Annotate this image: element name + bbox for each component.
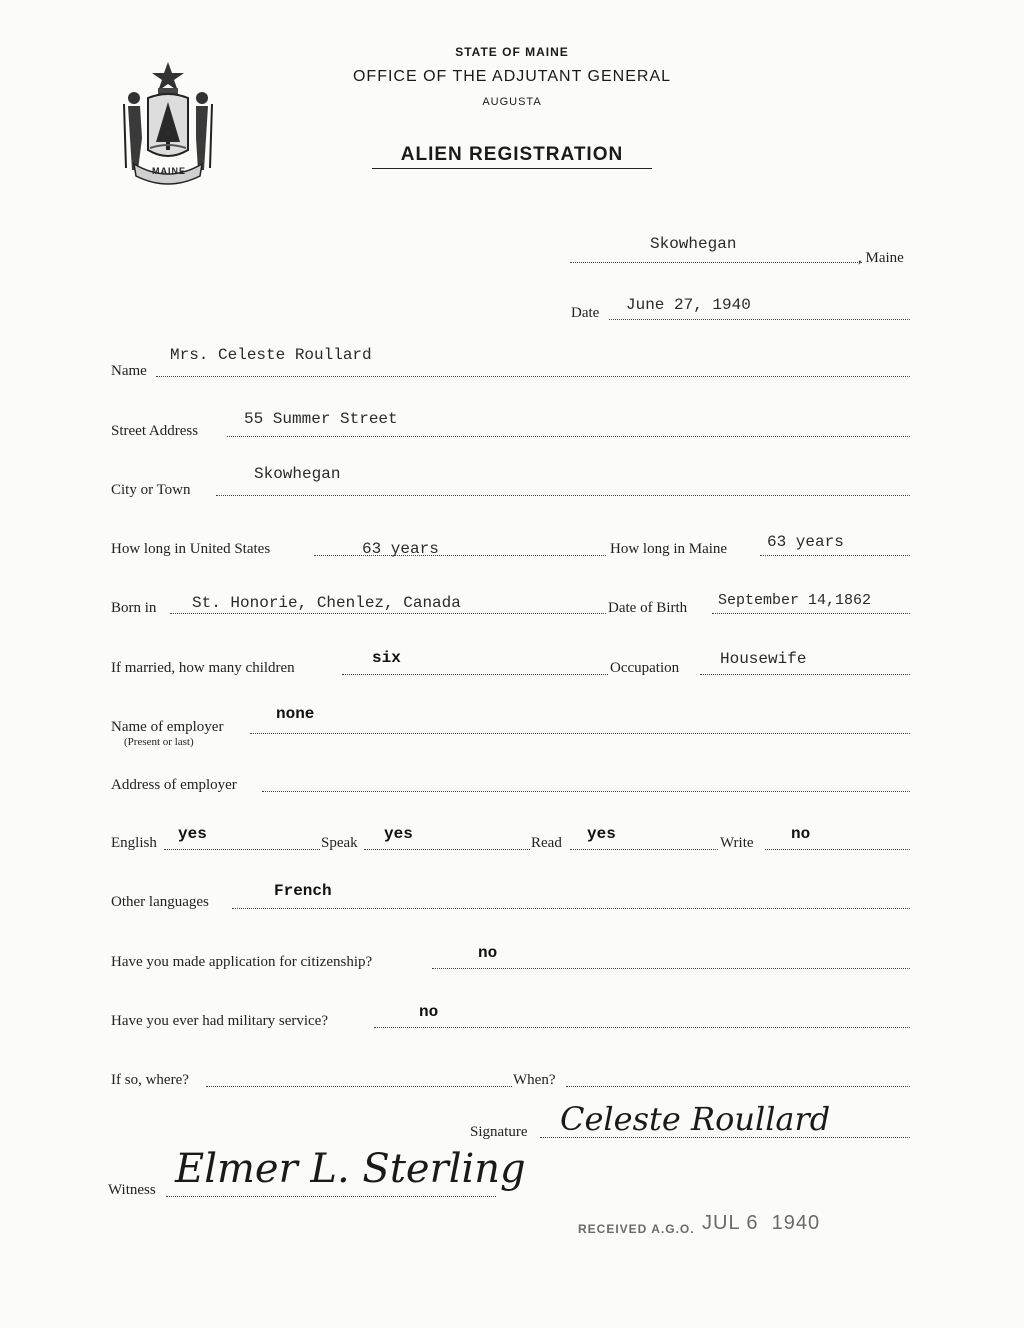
employer-address-label: Address of employer <box>111 777 237 793</box>
english-line <box>164 849 320 850</box>
us-value: 63 years <box>362 540 439 558</box>
dob-label: Date of Birth <box>608 600 688 616</box>
citizenship-value: no <box>478 944 498 962</box>
date-label: Date <box>571 305 600 321</box>
employer-line <box>250 733 910 734</box>
write-label: Write <box>720 835 754 851</box>
employer-address-line <box>262 791 910 792</box>
born-label: Born in <box>111 600 157 616</box>
where-line <box>206 1086 512 1087</box>
city-label: City or Town <box>111 482 191 498</box>
born-line <box>170 613 606 614</box>
speak-label: Speak <box>321 835 358 851</box>
state-heading: STATE OF MAINE <box>455 45 569 59</box>
form-title: ALIEN REGISTRATION <box>400 144 624 165</box>
born-value: St. Honorie, Chenlez, Canada <box>192 594 461 612</box>
location-value: Skowhegan <box>650 235 737 253</box>
signature-line <box>540 1137 910 1138</box>
children-label: If married, how many children <box>111 660 295 676</box>
received-stamp-date: JUL 6 1940 <box>702 1212 821 1234</box>
military-label: Have you ever had military service? <box>111 1013 328 1029</box>
other-languages-value: French <box>274 882 332 900</box>
employer-value: none <box>276 705 315 723</box>
speak-value: yes <box>384 825 413 843</box>
employer-sublabel: (Present or last) <box>124 736 194 748</box>
street-label: Street Address <box>111 423 199 439</box>
other-languages-label: Other languages <box>111 894 209 910</box>
dob-value: September 14,1862 <box>718 592 872 609</box>
read-label: Read <box>531 835 562 851</box>
title-underline <box>372 168 652 169</box>
witness-label: Witness <box>108 1182 156 1198</box>
children-value: six <box>372 649 401 667</box>
location-suffix: , Maine <box>858 250 904 266</box>
when-line <box>566 1086 910 1087</box>
name-line <box>156 376 910 377</box>
occupation-label: Occupation <box>610 660 680 676</box>
signature-value: Celeste Roullard <box>560 1100 831 1138</box>
military-line <box>374 1027 910 1028</box>
us-line <box>314 555 606 556</box>
english-label: English <box>111 835 157 851</box>
write-value: no <box>791 825 811 843</box>
employer-label: Name of employer <box>111 719 224 735</box>
occupation-value: Housewife <box>720 650 807 668</box>
us-label: How long in United States <box>111 541 271 557</box>
english-value: yes <box>178 825 207 843</box>
when-label: When? <box>513 1072 556 1088</box>
citizenship-label: Have you made application for citizenship? <box>111 954 373 970</box>
read-value: yes <box>587 825 616 843</box>
speak-line <box>364 849 530 850</box>
name-label: Name <box>111 363 147 379</box>
seal-banner-text: MAINE <box>152 166 186 176</box>
where-label: If so, where? <box>111 1072 189 1088</box>
other-languages-line <box>232 908 910 909</box>
location-line <box>570 262 862 263</box>
citizenship-line <box>432 968 910 969</box>
city-line <box>216 495 910 496</box>
witness-value: Elmer L. Sterling <box>175 1146 526 1192</box>
write-line <box>765 849 910 850</box>
witness-line <box>166 1196 496 1197</box>
signature-label: Signature <box>470 1124 528 1140</box>
date-line <box>609 319 910 320</box>
maine-label: How long in Maine <box>610 541 728 557</box>
city-value: Skowhegan <box>254 465 341 483</box>
office-heading: OFFICE OF THE ADJUTANT GENERAL <box>352 68 672 85</box>
street-value: 55 Summer Street <box>244 410 398 428</box>
street-line <box>227 436 910 437</box>
city-heading: AUGUSTA <box>482 96 542 108</box>
military-value: no <box>419 1003 439 1021</box>
date-value: June 27, 1940 <box>626 296 751 314</box>
maine-value: 63 years <box>767 533 844 551</box>
children-line <box>342 674 608 675</box>
occupation-line <box>700 674 910 675</box>
maine-line <box>760 555 910 556</box>
dob-line <box>712 613 910 614</box>
received-stamp-label: RECEIVED A.G.O. <box>578 1222 695 1236</box>
name-value: Mrs. Celeste Roullard <box>170 346 372 364</box>
read-line <box>570 849 718 850</box>
